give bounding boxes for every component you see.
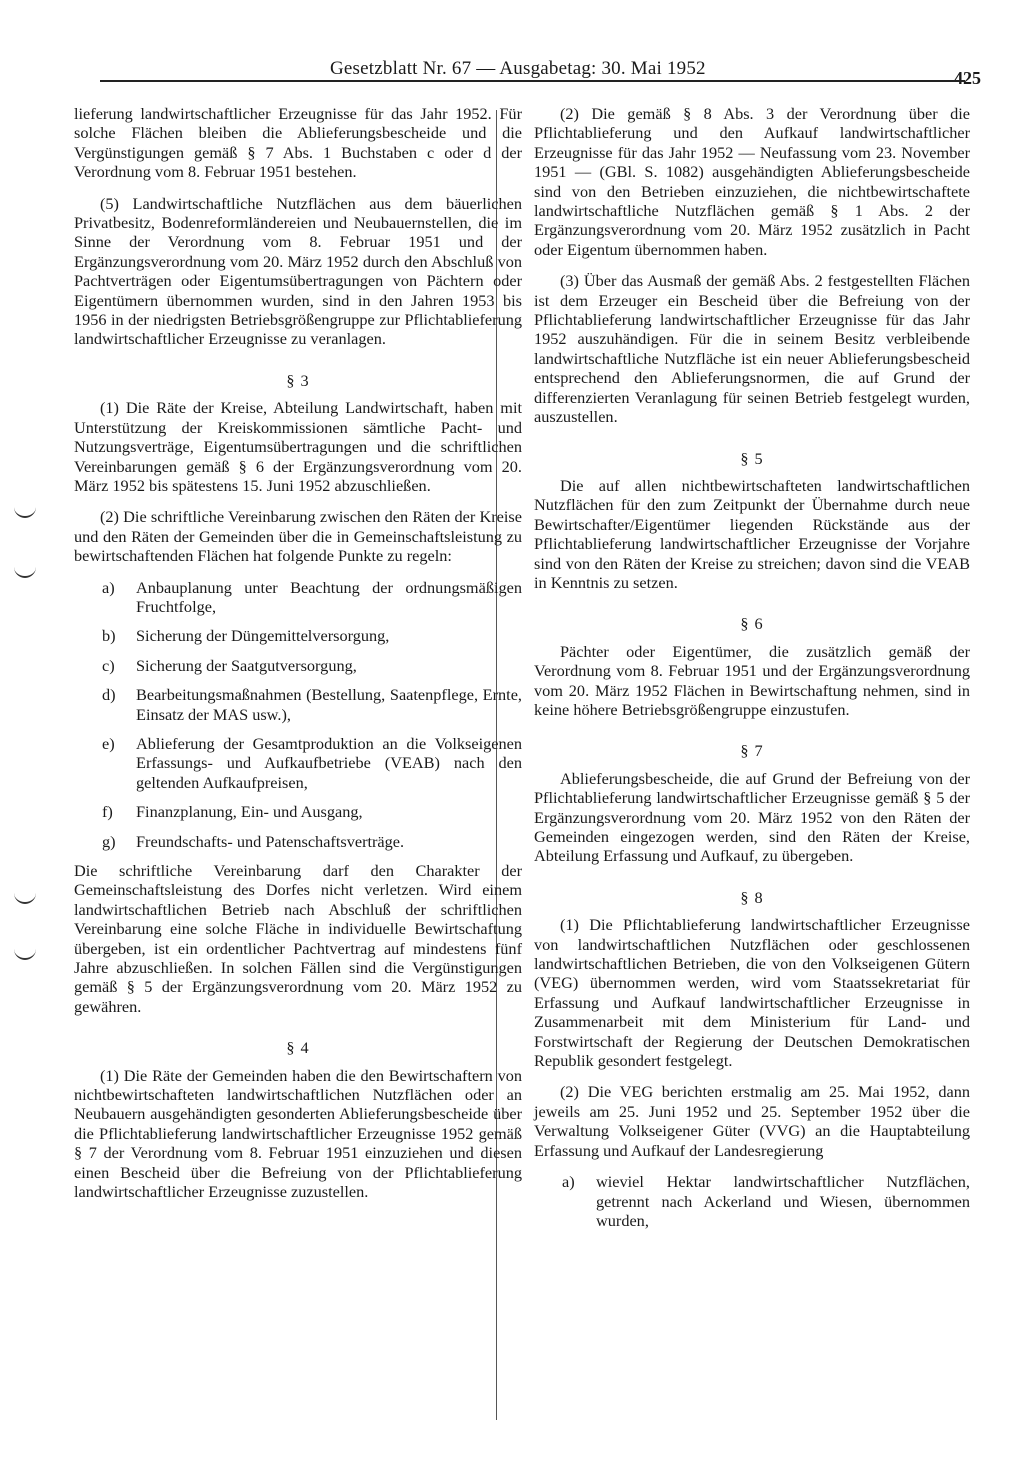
section-3-item-list <box>74 578 522 851</box>
section-5-text: Die auf allen nichtbewirtschafteten landwirtschaftlichen Nutzflächen für den zum Zeitpunkt der Übernahme durch neue Bewirtschafter/Eigentümer liegenden Rückstände aus der Pflichtablieferung landwirtschaftlicher Erzeugnisse der Vorjahre sind von den Räten der Kreise zu streichen; davon sind die VEAB in Kenntnis zu setzen. <box>534 475 970 592</box>
section-4-heading: § 4 <box>286 1038 310 1058</box>
item-letter: g) <box>102 831 116 851</box>
item-letter: c) <box>102 655 115 675</box>
list-item <box>534 1172 970 1230</box>
item-text: Finanzplanung, Ein- und Ausgang, <box>136 802 363 822</box>
list-item <box>74 685 522 724</box>
list-item <box>74 578 522 617</box>
intro-paragraph: lieferung landwirtschaftlicher Erzeugnisse für das Jahr 1952. Für solche Flächen bleiben die Ablieferungsbescheide und die Vergünstigungen gemäß § 7 Abs. 1 Buchstaben c oder d der Verordnung vom 8. Februar 1951 bestehen. <box>74 104 522 182</box>
page-header <box>100 52 985 92</box>
item-text: Anbauplanung unter Beachtung der ordnungsmäßigen Fruchtfolge, <box>136 577 522 616</box>
page-number: 425 <box>954 68 981 88</box>
list-item <box>74 734 522 792</box>
section-7-heading: § 7 <box>740 741 764 761</box>
item-text: Sicherung der Saatgutversorgung, <box>136 655 357 675</box>
paragraph-5: (5) Landwirtschaftliche Nutzflächen aus dem bäuerlichen Privatbesitz, Bodenreformländereien und Neubauernstellen, die im Sinne der Verordnung vom 8. Februar 1951 und der Ergänzungsverordnung vom 20. März 1952 durch den Abschluß von Pachtverträgen oder Eigentumsübertragungen von Pächtern oder Eigentümern übernommen wurden, sind in den Jahren 1953 bis 1956 in der niedrigsten Betriebsgrößengruppe zur Pflichtablieferung landwirtschaftlicher Erzeugnisse zu veranlagen. <box>74 193 522 349</box>
paragraph-3: (3) Über das Ausmaß der gemäß Abs. 2 festgestellten Flächen ist dem Erzeuger ein Bescheid über die Befreiung von der Pflichtablieferung landwirtschaftlicher Erzeugnisse für das Jahr 1952 auszuhändigen. Für die in seinem Besitz verbleibende landwirtschaftliche Nutzfläche ist ein neuer Ablieferungsbescheid entsprechend den Ablieferungsnormen, die auf Grund der differenzierten Veranlagung für seinen Betrieb festgelegt wurden, auszustellen. <box>534 271 970 427</box>
gazette-header-title: Gesetzblatt Nr. 67 — Ausgabetag: 30. Mai 1952 <box>330 58 706 79</box>
section-4-paragraph-1: (1) Die Räte der Gemeinden haben die den Bewirtschaftern von nichtbewirtschafteten landwirtschaftlichen Nutzflächen oder an Neubauern ausgehändigten gesonderten Ablieferungsbescheide über die Pflichtablieferung landwirtschaftlicher Erzeugnisse 1952 gemäß § 7 der Verordnung vom 8. Februar 1951 einzuziehen und diesen einen Bescheid über die Befreiung von der Pflichtablieferung landwirtschaftlicher Erzeugnisse zuzustellen. <box>74 1065 522 1202</box>
section-5-heading: § 5 <box>740 448 764 468</box>
section-3-closing: Die schriftliche Vereinbarung darf den Charakter der Gemeinschaftsleistung des Dorfes nicht verletzen. Wird einem landwirtschaftlichen Betrieb nach Abschluß der schriftlichen Vereinbarung eine solche Fläche in individuelle Bewirtschaftung übergeben, ist ein ordentlicher Pachtvertrag auf mindestens fünf Jahre abzuschließen. In solchen Fällen sind die Vergünstigungen gemäß § 5 der Ergänzungsverordnung vom 20. März 1952 zu gewähren. <box>74 861 522 1016</box>
item-text: Ablieferung der Gesamtproduktion an die Volkseigenen Erfassungs- und Aufkaufbetriebe (VEAB) nach den geltenden Aufkaufpreisen, <box>136 733 522 792</box>
section-8-heading: § 8 <box>740 887 764 907</box>
margin-mark <box>14 566 36 578</box>
section-3-heading: § 3 <box>286 370 310 390</box>
header-rule <box>100 80 965 82</box>
margin-mark <box>14 506 36 518</box>
item-text: Sicherung der Düngemittelversorgung, <box>136 626 390 646</box>
section-8-paragraph-1: (1) Die Pflichtablieferung landwirtschaftlicher Erzeugnisse von landwirtschaftlichen Nutzflächen oder geschlossenen landwirtschaftlichen Betrieben, die von den Volkseigenen Gütern (VEG) übernommen werden, wird vom Staatssekretariat für Erfassung und Aufkauf landwirtschaftlicher Erzeugnisse in Zusammenarbeit mit dem Ministerium für Land- und Forstwirtschaft der Regierung der Deutschen Demokratischen Republik gesondert festgelegt. <box>534 915 970 1071</box>
section-3-paragraph-2: (2) Die schriftliche Vereinbarung zwischen den Räten der Kreise und den Räten der Gemeinden über die in Gemeinschaftsleistung zu bewirtschaftenden Flächen hat folgende Punkte zu regeln: <box>74 507 522 566</box>
margin-mark <box>14 948 36 960</box>
section-8-item-list <box>534 1172 970 1230</box>
section-3-paragraph-1: (1) Die Räte der Kreise, Abteilung Landwirtschaft, haben mit Unterstützung der Kreiskommissionen sämtliche Pacht- und Nutzungsverträge, Eigentumsübertragungen und die schriftlichen Vereinbarungen gemäß § 6 der Ergänzungsverordnung vom 20. März 1952 bis spätestens 15. Juni 1952 abzuschließen. <box>74 398 522 495</box>
section-8-paragraph-2: (2) Die VEG berichten erstmalig am 25. Mai 1952, dann jeweils am 25. Juni 1952 und 25. September 1952 über die Verwaltung Volkseigener Güter (VVG) an die Hauptabteilung Erfassung und Aufkauf der Landesregierung <box>534 1082 970 1160</box>
item-letter: e) <box>102 733 115 753</box>
section-6-text: Pächter oder Eigentümer, die zusätzlich gemäß der Verordnung vom 8. Februar 1951 und der Ergänzungsverordnung vom 20. März 1952 Flächen in Bewirtschaftung nehmen, sind in keine höhere Betriebsgrößengruppe einzustufen. <box>534 641 970 719</box>
item-text: wieviel Hektar landwirtschaftlicher Nutzflächen, getrennt nach Ackerland und Wiesen, übernommen wurden, <box>596 1172 970 1230</box>
list-item <box>74 626 522 645</box>
item-letter: a) <box>102 577 115 597</box>
item-letter: b) <box>102 626 116 646</box>
left-column <box>74 104 522 1214</box>
item-letter: a) <box>562 1172 575 1192</box>
list-item <box>74 656 522 675</box>
section-7-text: Ablieferungsbescheide, die auf Grund der Befreiung von der Pflichtablieferung landwirtschaftlicher Erzeugnisse gemäß § 5 der Ergänzungsverordnung vom 20. März 1952 von den Räten der Gemeinden eingezogen werden, sind den Räten der Kreise, Abteilung Erfassung und Aufkauf, zu übergeben. <box>534 768 970 866</box>
list-item <box>74 802 522 821</box>
margin-mark <box>14 892 36 904</box>
item-letter: f) <box>102 802 113 822</box>
list-item <box>74 832 522 851</box>
section-6-heading: § 6 <box>740 614 764 634</box>
item-text: Bearbeitungsmaßnahmen (Bestellung, Saatenpflege, Ernte, Einsatz der MAS usw.), <box>136 685 522 724</box>
right-column <box>534 104 970 1240</box>
paragraph-2: (2) Die gemäß § 8 Abs. 3 der Verordnung über die Pflichtablieferung und den Aufkauf landwirtschaftlicher Erzeugnisse für das Jahr 1952 — Neufassung vom 23. November 1951 — (GBl. S. 1082) ausgehändigten Ablieferungsbescheide sind von den Betrieben einzuziehen, die nichtbewirtschaftete landwirtschaftliche Nutzflächen gemäß § 1 Abs. 2 der Ergänzungsverordnung vom 20. März 1952 zusätzlich in Pacht oder Eigentum übernommen haben. <box>534 104 970 259</box>
item-text: Freundschafts- und Patenschaftsverträge. <box>136 831 405 851</box>
item-letter: d) <box>102 685 116 705</box>
